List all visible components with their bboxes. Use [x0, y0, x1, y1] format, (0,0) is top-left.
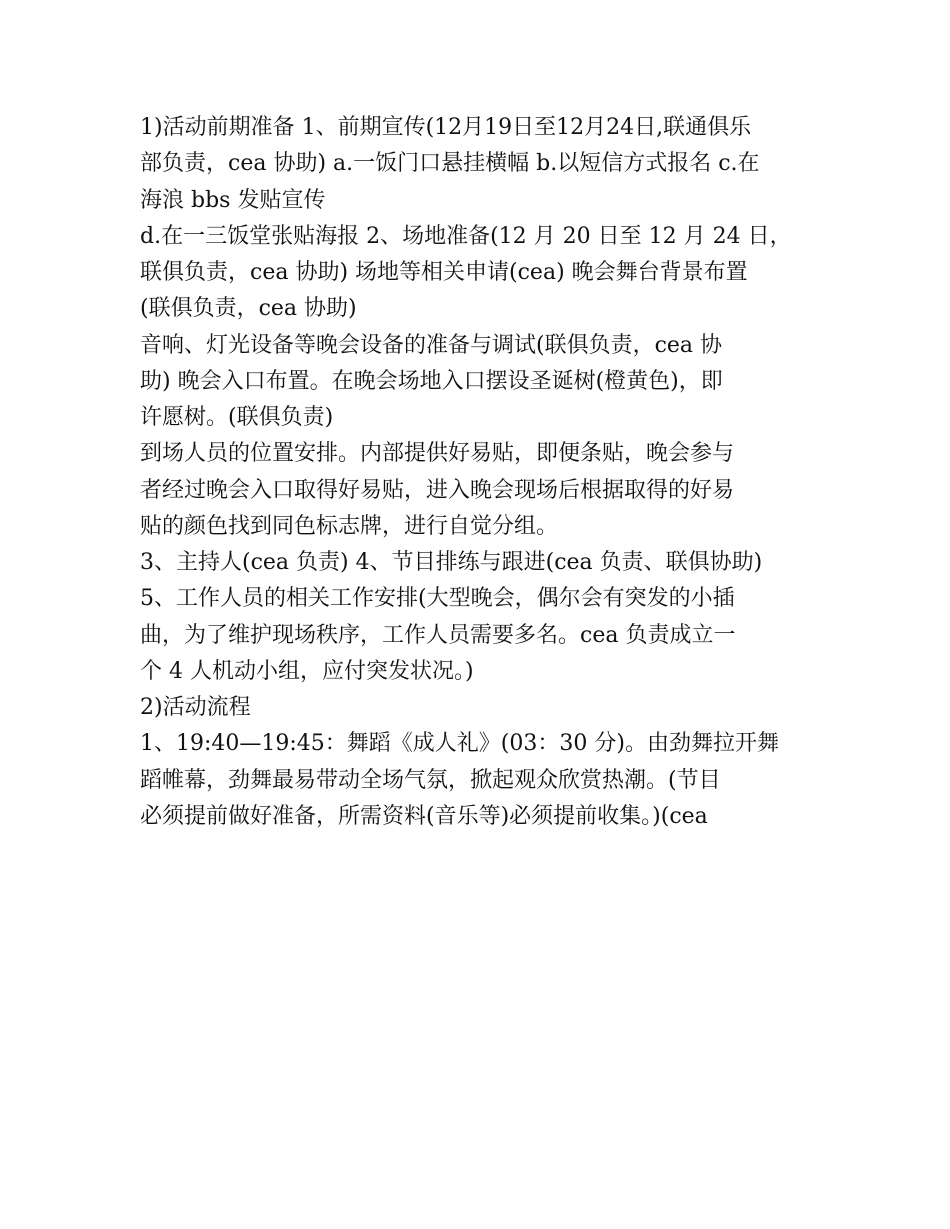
text-line: (联俱负责，cea 协助) [140, 296, 357, 322]
text-line: 联俱负责，cea 协助) 场地等相关申请(cea) 晚会舞台背景布置 [140, 260, 748, 285]
text-line: 贴的颜色找到同色标志牌，进行自觉分组。 [140, 513, 559, 539]
text-line: 部负责，cea 协助) a.一饭门口悬挂横幅 b.以短信方式报名 c.在 [140, 151, 760, 177]
text-line: 个 4 人机动小组，应付突发状况。) [140, 658, 474, 684]
text-line: 蹈帷幕，劲舞最易带动全场气氛，掀起观众欣赏热潮。(节目 [140, 767, 721, 793]
text-line: 5、工作人员的相关工作安排(大型晚会，偶尔会有突发的小插 [140, 586, 735, 612]
text-line: 到场人员的位置安排。内部提供好易贴，即便条贴，晚会参与 [140, 441, 735, 467]
text-line: 1)活动前期准备 1、前期宣传(12月19日至12月24日,联通俱乐 [140, 115, 752, 140]
document-page [140, 110, 820, 835]
text-line: 音响、灯光设备等晚会设备的准备与调试(联俱负责，cea 协 [140, 332, 723, 358]
text-line: 者经过晚会入口取得好易贴，进入晚会现场后根据取得的好易 [140, 477, 735, 503]
text-line: 助) 晚会入口布置。在晚会场地入口摆设圣诞树(橙黄色)，即 [140, 368, 723, 394]
text-line: d.在一三饭堂张贴海报 2、场地准备(12 月 20 日至 12 月 24 日， [140, 223, 792, 249]
text-line: 曲，为了维护现场秩序，工作人员需要多名。cea 负责成立一 [140, 622, 736, 648]
text-line: 2)活动流程 [140, 695, 251, 720]
text-line: 许愿树。(联俱负责) [140, 405, 334, 430]
text-line: 3、主持人(cea 负责) 4、节目排练与跟进(cea 负责、联俱协助) [140, 550, 763, 575]
text-line: 必须提前做好准备，所需资料(音乐等)必须提前收集。)(cea [140, 803, 708, 829]
text-line: 1、19:40—19:45：舞蹈《成人礼》(03：30 分)。由劲舞拉开舞 [140, 731, 779, 757]
text-line: 海浪 bbs 发贴宣传 [140, 187, 326, 213]
